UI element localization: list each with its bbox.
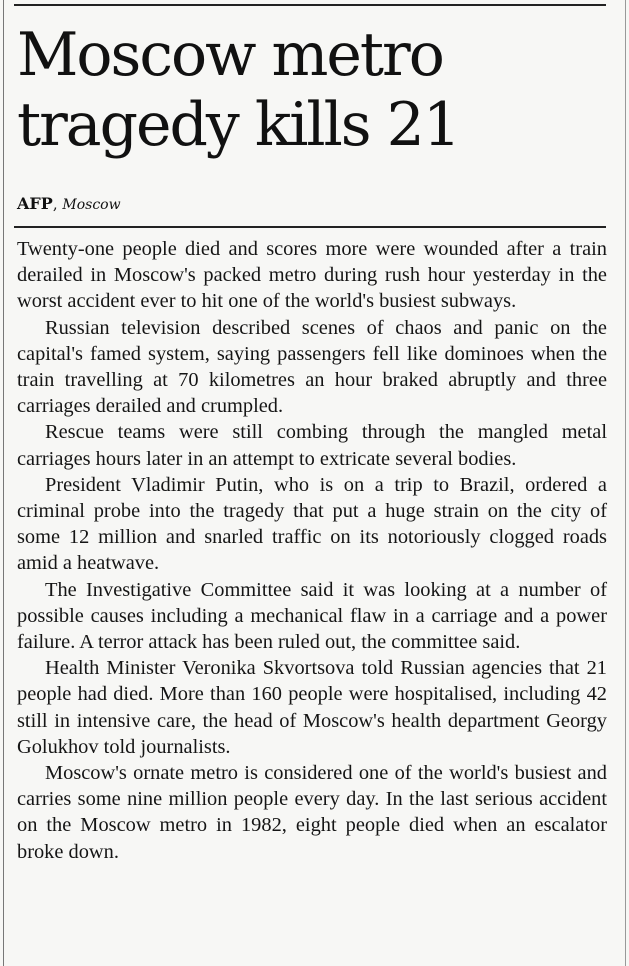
- article-body: [17, 236, 607, 865]
- headline: [17, 20, 607, 160]
- paragraph-4: President Vladimir Putin, who is on a trip to Brazil, ordered a criminal probe into the tragedy that put a huge strain on the city of some 12 million and snarled traffic on its notoriously clogged roads amid a heatwave.: [17, 473, 607, 575]
- byline-agency: AFP: [17, 194, 53, 213]
- byline-separator: ,: [52, 195, 58, 213]
- paragraph-5: The Investigative Committee said it was looking at a number of possible causes including a mechanical flaw in a carriage and a power failure. A terror attack has been ruled out, the committee said.: [17, 578, 607, 654]
- page-right-edge: [625, 0, 626, 966]
- paragraph-1: Twenty-one people died and scores more were wounded after a train derailed in Moscow's packed metro during rush hour yesterday in the worst accident ever to hit one of the world's busiest subways.: [17, 238, 607, 313]
- paragraph-6: Health Minister Veronika Skvortsova told Russian agencies that 21 people had died. More than 160 people were hospitalised, including 42 still in intensive care, the head of Moscow's health department Georgy Golukhov told journalists.: [17, 657, 607, 758]
- paragraph-3: Rescue teams were still combing through the mangled metal carriages hours later in an attempt to extricate several bodies.: [17, 421, 607, 470]
- paragraph-7: Moscow's ornate metro is considered one of the world's busiest and carries some nine million people every day. In the last serious accident on the Moscow metro in 1982, eight people died when an escalator broke down.: [17, 762, 607, 863]
- paragraph-2: Russian television described scenes of chaos and panic on the capital's famed system, saying passengers fell like dominoes when the train travelling at 70 kilometres an hour braked abruptly and three carriages derailed and crumpled.: [17, 316, 607, 418]
- top-rule: [14, 4, 606, 6]
- byline: [17, 194, 121, 215]
- headline-line-1: Moscow metro: [17, 20, 443, 90]
- byline-rule: [14, 226, 606, 228]
- byline-city: Moscow: [62, 197, 121, 213]
- headline-line-2: tragedy kills 21: [17, 90, 459, 160]
- column-left-rule: [3, 0, 4, 966]
